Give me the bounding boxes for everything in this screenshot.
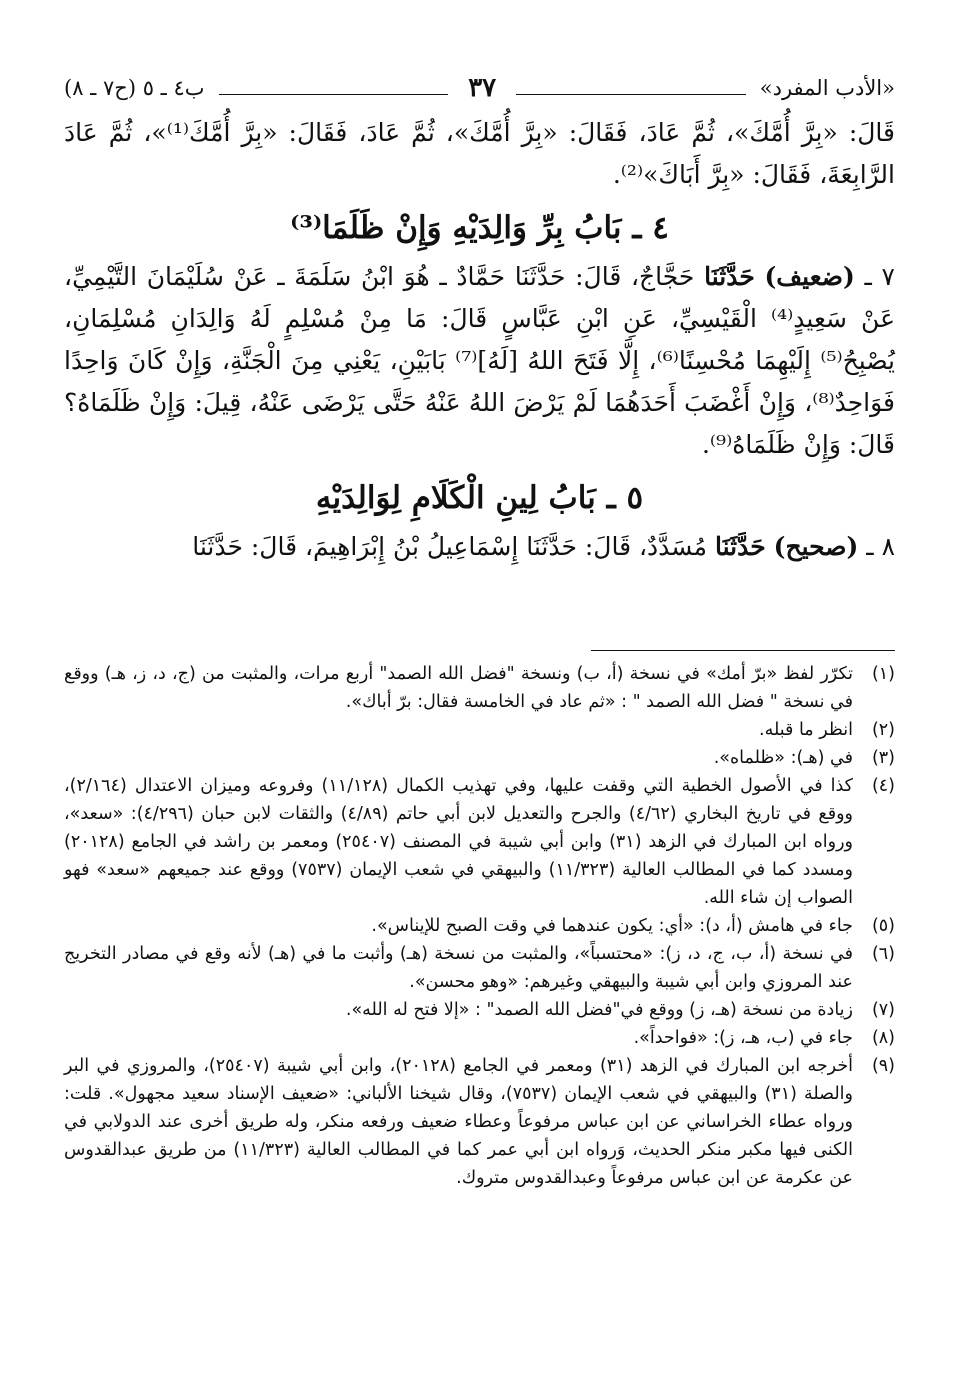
hadith-8-number: ٨ ـ: [866, 532, 895, 561]
footnote-text: زيادة من نسخة (هـ، ز) ووقع في"فضل الله الصمد" : «إلا فتح له الله».: [345, 1000, 853, 1020]
header-rule-right: [516, 94, 746, 95]
hadith-7-haddathana: حَدَّثَنَا: [704, 262, 755, 291]
footnote: [64, 660, 895, 716]
footnote-number: (٥): [871, 916, 895, 936]
footnote-number: (٨): [871, 1028, 895, 1048]
footnote-number: (١): [871, 664, 895, 684]
footnote-number: (٣): [871, 748, 895, 768]
hadith-8-text: مُسَدَّدٌ، قَالَ: حَدَّثَنَا إِسْمَاعِيلُ بْنُ إِبْرَاهِيمَ، قَالَ: حَدَّثَنَا: [192, 532, 707, 561]
footnote: [64, 912, 895, 940]
footnote-separator: [591, 650, 895, 651]
footnote: [64, 1024, 895, 1052]
page-number: ٣٧: [468, 73, 497, 103]
section-reference: ب٤ ـ ٥ (ح٧ ـ ٨): [63, 76, 205, 100]
hadith-7-number: ٧ ـ: [864, 262, 895, 291]
hadith-7-text: حَجَّاجٌ، قَالَ: حَدَّثَنَا حَمَّادٌ ـ هُوَ ابْنُ سَلَمَةَ ـ عَنْ سُلَيْمَانَ التَّيْمِيِّ، عَنْ سَعِيدٍ⁽⁴⁾ الْقَيْسِيِّ، عَنِ ابْنِ عَبَّاسٍ قَالَ: مَا مِنْ مُسْلِمٍ لَهُ وَالِدَانِ مُسْلِمَانِ، يُصْبِحُ⁽⁵⁾ إِلَيْهِمَا مُحْسِنًا⁽⁶⁾، إِلَّا فَتَحَ اللهُ [لَهُ]⁽⁷⁾ بَابَيْنِ، يَعْنِي مِنَ الْجَنَّةِ، وَإِنْ كَانَ وَاحِدًا فَوَاحِدٌ⁽⁸⁾، وَإِنْ أَغْضَبَ أَحَدَهُمَا لَمْ يَرْضَ اللهُ عَنْهُ حَتَّى يَرْضَى عَنْهُ، قِيلَ: وَإِنْ ظَلَمَاهُ؟ قَالَ: وَإِنْ ظَلَمَاهُ⁽⁹⁾.: [64, 262, 895, 459]
hadith-8: [64, 526, 895, 568]
footnote-number: (٢): [871, 720, 895, 740]
footnote-text: جاء في (ب، هـ، ز): «فواحداً».: [633, 1028, 853, 1048]
hadith-8-grade: (صحيح): [773, 532, 859, 561]
hadith-7-grade: (ضعيف): [764, 262, 855, 291]
footnote-number: (٩): [871, 1056, 895, 1076]
footnote-text: تكرّر لفظ «برّ أمك» في نسخة (أ، ب) ونسخة "فضل الله الصمد" أربع مرات، والمثبت من (ج، د، ز، هـ) ووقع في نسخة " فضل الله الصمد " : «ثم عاد في الخامسة فقال: برّ أباك».: [64, 664, 853, 712]
footnote: [64, 996, 895, 1024]
chapter-heading-4: ٤ ـ بَابُ بِرِّ وَالِدَيْهِ وَإِنْ ظَلَمَا⁽³⁾: [290, 210, 669, 246]
footnotes: [64, 660, 895, 1192]
footnote-number: (٧): [871, 1000, 895, 1020]
footnote: [64, 1052, 895, 1192]
hadith-8-haddathana: حَدَّثَنَا: [714, 532, 766, 561]
footnote-text: في (هـ): «ظلماه».: [713, 748, 853, 768]
footnote: [64, 940, 895, 996]
footnote-text: كذا في الأصول الخطية التي وقفت عليها، وفي تهذيب الكمال (١١/١٢٨) وفروعه وميزان الاعتدال (٢/١٦٤)، ووقع في تاريخ البخاري (٤/٦٢) والجرح والتعديل لابن أبي حاتم (٤/٨٩) والثقات لابن حبان (٤/٢٩٦): «سعد»، ورواه ابن المبارك في الزهد (٣١) وابن أبي شيبة في المصنف (٢٥٤٠٧) ومعمر بن راشد في الجامع (٢٠١٢٨) ومسدد كما في المطالب العالية (١١/٣٢٣) والبيهقي في شعب الإيمان (٧٥٣٧) ووقع عند جميعهم «سعد» فهو الصواب إن شاء الله.: [64, 776, 854, 908]
footnote: [64, 744, 895, 772]
footnote-text: في نسخة (أ، ب، ج، د، ز): «محتسباً»، والمثبت من نسخة (هـ) وأثبت ما في (هـ) لأنه وقع في مصادر التخريج عند المروزي وابن أبي شيبة والبيهقي وغيرهم: «وهو محسن».: [64, 944, 853, 992]
footnote-text: جاء في هامش (أ، د): «أي: يكون عندهما في وقت الصبح للإيناس».: [371, 916, 853, 936]
footnote: [64, 772, 895, 912]
main-text: [64, 112, 895, 568]
footnote: [64, 716, 895, 744]
header-rule-left: [219, 94, 449, 95]
continuation-paragraph: قَالَ: «بِرَّ أُمَّكَ»، ثُمَّ عَادَ، فَقَالَ: «بِرَّ أُمَّكَ»، ثُمَّ عَادَ، فَقَالَ: «بِرَّ أُمَّكَ⁽¹⁾»، ثُمَّ عَادَ الرَّابِعَةَ، فَقَالَ: «بِرَّ أَبَاكَ»⁽²⁾.: [64, 118, 896, 189]
chapter-heading-5: ٥ ـ بَابُ لِينِ الْكَلَامِ لِوَالِدَيْهِ: [315, 480, 644, 516]
footnote-text: أخرجه ابن المبارك في الزهد (٣١) ومعمر في الجامع (٢٠١٢٨)، وابن أبي شيبة (٢٥٤٠٧)، والمروزي في البر والصلة (٣١) والبيهقي في شعب الإيمان (٧٥٣٧)، وقال شيخنا الألباني: «ضعيف الإسناد سعيد مجهول». قلت: ورواه عطاء الخراساني عن ابن عباس مرفوعاً وعطاء ضعيف ورفعه منكر، وله طريق أخرى عند الدولابي في الكنى فيها مكبر منكر الحديث، وَرواه ابن أبي عمر كما في المطالب العالية (١١/٣٢٣) من طريق عبدالقدوس عن عكرمة عن ابن عباس مرفوعاً وعبدالقدوس متروك.: [64, 1056, 853, 1188]
book-title: «الأدب المفرد»: [759, 76, 895, 100]
footnote-text: انظر ما قبله.: [759, 720, 853, 740]
footnote-number: (٦): [871, 944, 895, 964]
hadith-7: [64, 256, 895, 466]
running-header: [64, 70, 895, 106]
footnote-number: (٤): [871, 776, 895, 796]
